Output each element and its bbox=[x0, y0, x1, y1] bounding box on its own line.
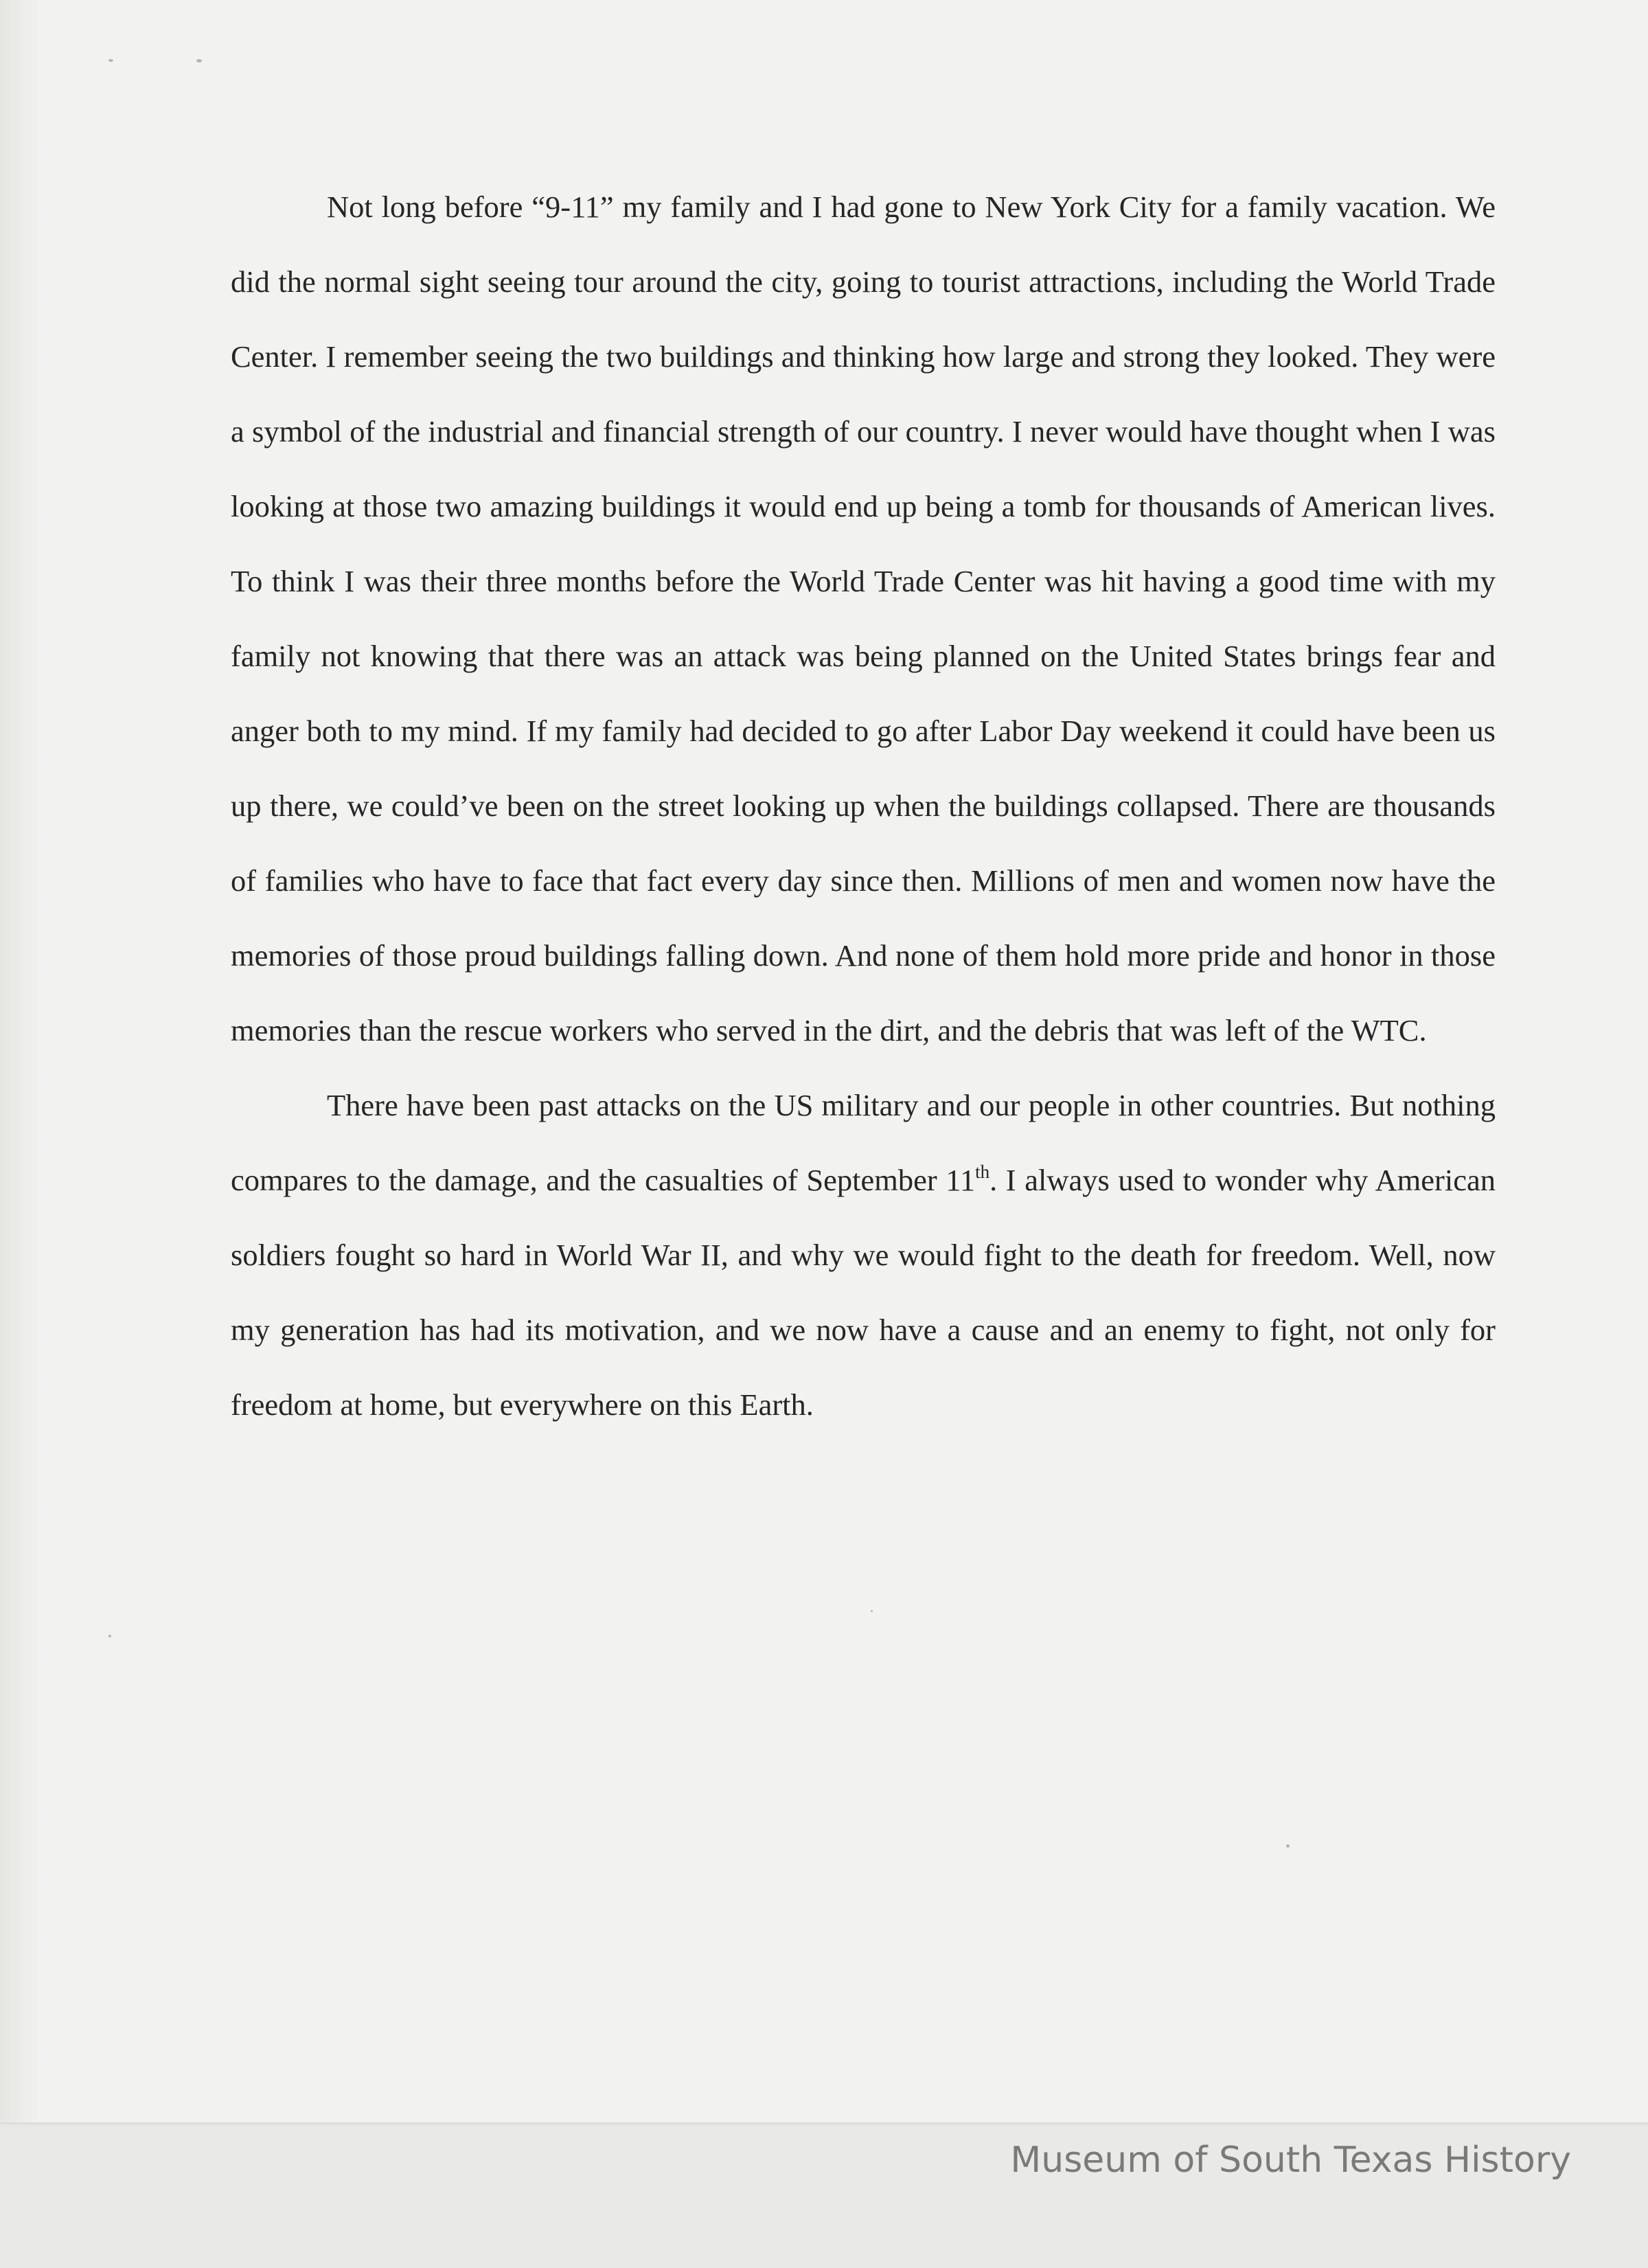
page-edge-shadow bbox=[0, 0, 41, 2122]
ordinal-superscript: th bbox=[975, 1161, 990, 1183]
museum-watermark: Museum of South Texas History bbox=[1010, 2140, 1571, 2181]
scan-speck bbox=[1286, 1844, 1290, 1848]
scan-speck bbox=[871, 1610, 873, 1612]
paragraph-2-text-start: There have been past attacks on the US military and our people in other countries. But nothing compares to the damage, and the casualties of September 11 bbox=[231, 1088, 1496, 1197]
essay-paragraph-1: Not long before “9-11” my family and I had gone to New York City for a family vacation. We did the normal sight seeing tour around the city, going to tourist attractions, including the World Trade Center. I remember seeing the two buildings and thinking how large and strong they looked. They were a symbol of the industrial and financial strength of our country. I never would have thought when I was looking at those two amazing buildings it would end up being a tomb for thousands of American lives. To think I was their three months before the World Trade Center was hit having a good time with my family not knowing that there was an attack was being planned on the United States brings fear and anger both to my mind. If my family had decided to go after Labor Day weekend it could have been us up there, we could’ve been on the street looking up when the buildings collapsed. There are thousands of families who have to face that fact every day since then. Millions of men and women now have the memories of those proud buildings falling down. And none of them hold more pride and honor in those memories than the rescue workers who served in the dirt, and the debris that was left of the WTC. bbox=[231, 190, 1496, 1047]
essay-body bbox=[231, 170, 1496, 1442]
essay-paragraph-2 bbox=[231, 1068, 1496, 1442]
scan-speck bbox=[108, 59, 113, 62]
scan-speck bbox=[196, 59, 202, 63]
paragraph-2-text-end: . I always used to wonder why American soldiers fought so hard in World War II, and why we would fight to the death for freedom. Well, now my generation has had its motivation, and we now have a cause and an enemy to fight, not only for freedom at home, but everywhere on this Earth. bbox=[231, 1163, 1496, 1422]
scan-speck bbox=[108, 1635, 111, 1637]
